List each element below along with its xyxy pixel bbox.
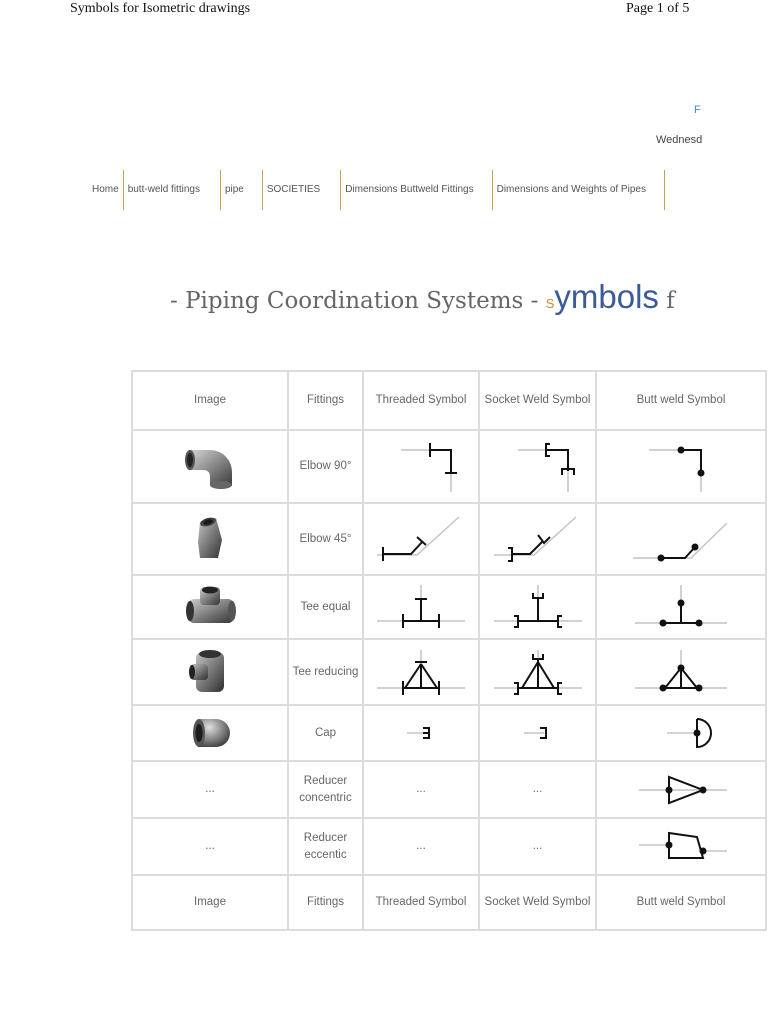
butt-weld-symbol [596,430,766,503]
table-row [132,761,766,818]
elbow-90-threaded-symbol [371,439,471,495]
footer-threaded: Threaded Symbol [363,875,479,930]
table-row [132,503,766,575]
table-footer-row [132,875,766,930]
nav-butt-weld-fittings[interactable]: butt-weld fittings [127,184,200,195]
tee-reducing-photo-icon [188,648,232,696]
footer-fittings: Fittings [288,875,363,930]
cap-socket-weld-symbol [488,713,588,753]
page-heading [170,278,675,316]
fitting-name: Elbow 45° [288,503,363,575]
image-cell [132,705,288,761]
cap-photo-icon [190,713,230,753]
reducer-concentric-butt-weld-symbol [631,770,731,810]
butt-weld-symbol [596,818,766,875]
socket-weld-symbol: ... [479,818,596,875]
elbow-90-photo-icon [182,442,238,492]
threaded-symbol [363,503,479,575]
table-row [132,639,766,705]
elbow-45-butt-weld-symbol [631,511,731,567]
nav-dimensions-weights-pipes[interactable]: Dimensions and Weights of Pipes [496,184,646,195]
elbow-45-socket-weld-symbol [488,511,588,567]
tee-equal-photo-icon [182,585,238,629]
fitting-name: Reducer eccentic [288,818,363,875]
footer-butt-weld: Butt weld Symbol [596,875,766,930]
top-link-fragment[interactable]: F [694,104,701,116]
table-row [132,430,766,503]
socket-weld-symbol [479,575,596,639]
threaded-symbol: ... [363,818,479,875]
cap-butt-weld-symbol [631,713,731,753]
socket-weld-symbol [479,503,596,575]
elbow-45-threaded-symbol [371,511,471,567]
footer-image: Image [132,875,288,930]
reducer-eccentric-butt-weld-symbol [631,827,731,867]
socket-weld-symbol [479,705,596,761]
threaded-symbol [363,705,479,761]
header-threaded: Threaded Symbol [363,371,479,430]
threaded-symbol [363,430,479,503]
document-title: Symbols for Isometric drawings [70,1,251,16]
fitting-name: Elbow 90° [288,430,363,503]
heading-tail: f [658,288,675,314]
tee-equal-socket-weld-symbol [488,579,588,635]
header-image: Image [132,371,288,430]
nav-home[interactable]: Home [92,184,119,195]
tee-reducing-threaded-symbol [371,644,471,700]
image-cell [132,639,288,705]
table-row [132,818,766,875]
fitting-name: Tee equal [288,575,363,639]
nav-dimensions-buttweld[interactable]: Dimensions Buttweld Fittings [345,184,474,195]
heading-main: - Piping Coordination Systems - [170,288,546,314]
table-header-row [132,371,766,430]
header-butt-weld: Butt weld Symbol [596,371,766,430]
butt-weld-symbol [596,575,766,639]
tee-equal-butt-weld-symbol [631,579,731,635]
image-cell [132,575,288,639]
heading-big-word: ymbols [554,278,659,315]
butt-weld-symbol [596,761,766,818]
tee-equal-threaded-symbol [371,579,471,635]
threaded-symbol: ... [363,761,479,818]
socket-weld-symbol [479,639,596,705]
butt-weld-symbol [596,705,766,761]
elbow-90-socket-weld-symbol [488,439,588,495]
nav-divider [664,170,665,210]
symbols-table [131,370,767,931]
socket-weld-symbol: ... [479,761,596,818]
date-fragment: Wednesd [656,134,703,146]
table-row [132,575,766,639]
tee-reducing-socket-weld-symbol [488,644,588,700]
footer-socket-weld: Socket Weld Symbol [479,875,596,930]
nav-pipe[interactable]: pipe [224,184,244,195]
fitting-name: Reducer concentric [288,761,363,818]
image-cell: ... [132,818,288,875]
fitting-name: Tee reducing [288,639,363,705]
elbow-45-photo-icon [190,514,230,564]
heading-small-s: S [545,296,555,311]
image-cell [132,430,288,503]
nav-bar [88,170,665,210]
page-number: Page 1 of 5 [626,1,690,16]
header-fittings: Fittings [288,371,363,430]
butt-weld-symbol [596,503,766,575]
fitting-name: Cap [288,705,363,761]
socket-weld-symbol [479,430,596,503]
cap-threaded-symbol [371,713,471,753]
table-row [132,705,766,761]
image-cell: ... [132,761,288,818]
threaded-symbol [363,575,479,639]
image-cell [132,503,288,575]
butt-weld-symbol [596,639,766,705]
header-socket-weld: Socket Weld Symbol [479,371,596,430]
elbow-90-butt-weld-symbol [631,439,731,495]
tee-reducing-butt-weld-symbol [631,644,731,700]
threaded-symbol [363,639,479,705]
nav-societies[interactable]: SOCIETIES [266,184,321,195]
